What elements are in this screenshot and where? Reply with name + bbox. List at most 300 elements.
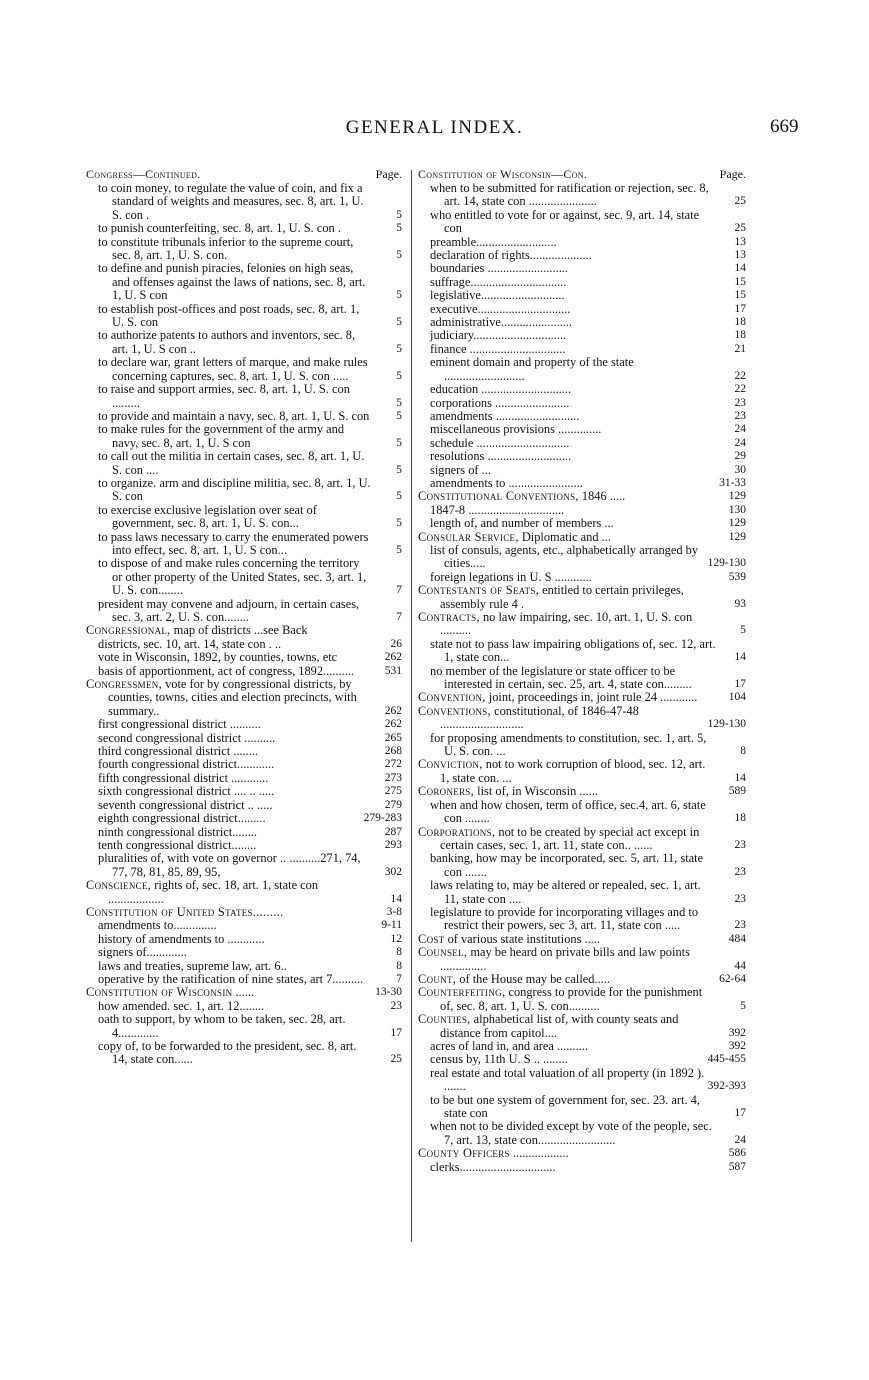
- entry-text: [430, 289, 716, 302]
- entry-page-ref: 5: [396, 289, 402, 302]
- entry-page-ref: 5: [396, 396, 402, 409]
- entry-text: [98, 383, 372, 410]
- entry-text: [98, 718, 372, 731]
- page-number: 669: [770, 116, 799, 137]
- entry-description: to punish counterfeiting, sec. 8, art. 1, U. S. con .: [98, 221, 341, 236]
- entry-heading: Counterfeiting,: [418, 985, 506, 1000]
- index-entry: [418, 986, 746, 1013]
- entry-description: real estate and total valuation of all property (in 1892 ). .......: [430, 1065, 705, 1094]
- index-entry: [430, 236, 746, 249]
- index-entry: [98, 651, 402, 664]
- entry-description: rights of, sec. 18, art. 1, state con ..................: [108, 878, 319, 906]
- index-entry: [86, 678, 402, 718]
- entry-description: legislative...........................: [430, 288, 565, 303]
- entry-description: census by, 11th U. S .. ........: [430, 1052, 568, 1067]
- entry-description: no member of the legislature or state officer to be interested in certain, sec. 25, art. 4, state con.........: [430, 663, 692, 692]
- entry-description: entitled to certain privileges, assembly rule 4 .: [440, 583, 684, 611]
- index-entry: [86, 906, 402, 919]
- entry-description: Diplomatic and ...: [518, 529, 611, 544]
- entry-page-ref: 587: [728, 1160, 746, 1173]
- entry-text: [430, 665, 716, 692]
- entry-description: resolutions ...........................: [430, 449, 572, 464]
- index-entry: [418, 691, 746, 704]
- entry-page-ref: 268: [384, 745, 402, 758]
- index-entry: [430, 262, 746, 275]
- entry-description: 1847-8 ...............................: [430, 502, 565, 517]
- entry-heading: Coroners,: [418, 784, 475, 799]
- entry-text: [98, 531, 372, 558]
- entry-description: to pass laws necessary to carry the enumerated powers into effect, sec. 8, art. 1, U. S con...: [98, 529, 369, 557]
- entry-page-ref: 5: [396, 369, 402, 382]
- index-entry: [98, 383, 402, 410]
- entry-page-ref: 23: [734, 838, 746, 851]
- index-entry: [86, 986, 402, 999]
- entry-page-ref: 5: [396, 543, 402, 556]
- index-entry: [418, 973, 746, 986]
- index-entry: [86, 624, 402, 637]
- index-entry: [418, 1147, 746, 1160]
- index-entry: [98, 356, 402, 383]
- entry-page-ref: 5: [396, 249, 402, 262]
- entry-description: legislature to provide for incorporating villages and to restrict their powers, sec 3, art. 11, state con .....: [430, 904, 699, 933]
- entry-text: [98, 1013, 372, 1040]
- index-entry: [430, 1094, 746, 1121]
- entry-text: [86, 879, 372, 906]
- entry-text: [98, 852, 372, 879]
- index-entry: [418, 826, 746, 853]
- entry-description: eminent domain and property of the state ..........................: [430, 355, 634, 383]
- entry-text: [98, 839, 372, 852]
- index-entry: [430, 423, 746, 436]
- entry-text: [98, 638, 372, 651]
- entry-page-ref: 17: [734, 678, 746, 691]
- entry-text: [430, 571, 716, 584]
- column-divider: [411, 170, 412, 1242]
- index-entry: [98, 839, 402, 852]
- entry-text: [430, 1161, 716, 1174]
- index-entry: [430, 276, 746, 289]
- index-entry: [430, 879, 746, 906]
- entry-text: [98, 785, 372, 798]
- entry-page-ref: 29: [734, 450, 746, 463]
- entries-left: [86, 182, 402, 1067]
- heading-continued: Constitution of Wisconsin—Con.: [418, 167, 588, 181]
- index-entry: [98, 1040, 402, 1067]
- entry-page-ref: 23: [734, 892, 746, 905]
- entry-text: [98, 1000, 372, 1013]
- index-entry: [430, 477, 746, 490]
- entry-text: [430, 1053, 716, 1066]
- entry-text: [418, 933, 716, 946]
- entry-text: [98, 799, 372, 812]
- entry-text: [430, 423, 716, 436]
- entry-page-ref: 5: [396, 436, 402, 449]
- entry-description: to authorize patents to authors and inventors, sec. 8, art. 1, U. S con ..: [98, 328, 356, 356]
- entry-page-ref: 13: [734, 249, 746, 262]
- index-entry: [430, 852, 746, 879]
- entry-page-ref: 484: [728, 932, 746, 945]
- entry-heading: Count,: [418, 971, 457, 986]
- entry-text: [98, 504, 372, 531]
- entry-page-ref: 129: [728, 517, 746, 530]
- entry-heading: Constitution of Wisconsin: [86, 985, 233, 1000]
- entry-page-ref: 589: [728, 785, 746, 798]
- entry-text: [430, 638, 716, 665]
- entry-page-ref: 531: [384, 664, 402, 677]
- entry-description: corporations ........................: [430, 395, 570, 410]
- index-entry: [430, 410, 746, 423]
- entry-text: [430, 1094, 716, 1121]
- entry-text: [418, 1147, 716, 1160]
- entry-description: boundaries ..........................: [430, 261, 569, 276]
- entry-page-ref: 13-30: [375, 986, 402, 999]
- entry-description: amendments to ........................: [430, 475, 583, 490]
- index-entry: [418, 705, 746, 732]
- entry-text: [430, 437, 716, 450]
- entry-text: [430, 544, 716, 571]
- entry-description: amendments to..............: [98, 918, 217, 933]
- entry-description: to exercise exclusive legislation over seat of government, sec. 8, art. 1, U. S. con...: [98, 502, 317, 531]
- entry-text: [430, 383, 716, 396]
- entry-text: [98, 182, 372, 222]
- index-entry: [98, 785, 402, 798]
- entry-description: 1846 .....: [578, 489, 626, 504]
- entry-text: [418, 691, 716, 704]
- entry-page-ref: 293: [384, 838, 402, 851]
- entry-description: eighth congressional district.........: [98, 811, 266, 826]
- entry-page-ref: 25: [734, 222, 746, 235]
- entry-page-ref: 18: [734, 329, 746, 342]
- entry-text: [98, 557, 372, 597]
- entry-page-ref: 5: [740, 999, 746, 1012]
- index-entry: [430, 1040, 746, 1053]
- entry-page-ref: 273: [384, 771, 402, 784]
- entry-text: [430, 182, 716, 209]
- entry-page-ref: 129-130: [707, 557, 746, 570]
- entry-text: [430, 356, 716, 383]
- entry-description: first congressional district ..........: [98, 717, 261, 732]
- index-entry: [430, 517, 746, 530]
- entry-description: oath to support, by whom to be taken, sec. 28, art. 4.............: [98, 1012, 346, 1040]
- entry-text: [430, 799, 716, 826]
- entry-page-ref: 17: [734, 1107, 746, 1120]
- entry-description: list of consuls, agents, etc., alphabetically arranged by cities.....: [430, 542, 699, 571]
- entry-text: [418, 611, 716, 638]
- entry-page-ref: 23: [734, 409, 746, 422]
- entry-text: [430, 477, 716, 490]
- entry-description: to raise and support armies, sec. 8, art. 1, U. S. con .........: [98, 382, 350, 410]
- entry-page-ref: 14: [734, 771, 746, 784]
- index-entry: [430, 799, 746, 826]
- entry-heading: Cost: [418, 931, 445, 946]
- index-entry: [430, 1161, 746, 1174]
- entry-description: amendments ...........................: [430, 408, 580, 423]
- entry-page-ref: 539: [728, 570, 746, 583]
- entry-heading: Contestants of Seats,: [418, 583, 540, 598]
- entry-page-ref: 15: [734, 289, 746, 302]
- entry-text: [418, 531, 716, 544]
- index-entry: [98, 933, 402, 946]
- entry-description: schedule ..............................: [430, 435, 570, 450]
- entry-description: tenth congressional district........: [98, 837, 257, 852]
- index-entry: [430, 732, 746, 759]
- entry-description: fifth congressional district ............: [98, 770, 269, 785]
- entry-text: [430, 1120, 716, 1147]
- entry-page-ref: 14: [390, 892, 402, 905]
- entry-text: [418, 973, 716, 986]
- entry-page-ref: 23: [734, 919, 746, 932]
- entry-text: [418, 1013, 716, 1040]
- entry-page-ref: 30: [734, 463, 746, 476]
- entry-description: to make rules for the government of the army and navy, sec. 8, art. 1, U. S con: [98, 422, 345, 450]
- index-entry: [418, 758, 746, 785]
- entry-heading: Conventions,: [418, 703, 491, 718]
- entry-page-ref: 279-283: [363, 812, 402, 825]
- index-entry: [430, 1067, 746, 1094]
- entry-page-ref: 18: [734, 812, 746, 825]
- entry-text: [98, 973, 372, 986]
- entry-description: president may convene and adjourn, in certain cases, sec. 3, art. 2, U. S. con........: [98, 596, 360, 624]
- entry-page-ref: 13: [734, 235, 746, 248]
- entry-page-ref: 392: [728, 1026, 746, 1039]
- entry-text: [98, 598, 372, 625]
- entry-description: not to work corruption of blood, sec. 12, art. 1, state con. ...: [440, 757, 706, 785]
- entry-description: suffrage...............................: [430, 274, 567, 289]
- entry-description: operative by the ratification of nine states, art 7..........: [98, 971, 364, 986]
- entry-text: [430, 517, 716, 530]
- index-entry: [430, 638, 746, 665]
- entry-page-ref: 279: [384, 798, 402, 811]
- entry-description: fourth congressional district............: [98, 757, 275, 772]
- entry-heading: Constitutional Conventions,: [418, 489, 579, 504]
- entry-description: preamble..........................: [430, 234, 557, 249]
- index-entry: [86, 879, 402, 906]
- entry-text: [98, 933, 372, 946]
- entry-page-ref: 445-455: [707, 1053, 746, 1066]
- entry-description: to provide and maintain a navy, sec. 8, art. 1, U. S. con: [98, 408, 370, 423]
- entry-description: of the House may be called.....: [456, 971, 610, 986]
- entry-page-ref: 21: [734, 342, 746, 355]
- heading-continued: Congress—Continued.: [86, 167, 201, 181]
- index-entry: [418, 1013, 746, 1040]
- index-entry: [98, 852, 402, 879]
- entry-heading: Consular Service,: [418, 529, 519, 544]
- entry-page-ref: 17: [390, 1026, 402, 1039]
- entry-description: foreign legations in U. S ............: [430, 569, 592, 584]
- index-entry: [98, 303, 402, 330]
- entry-description: second congressional district ..........: [98, 730, 276, 745]
- entry-text: [430, 879, 716, 906]
- entry-page-ref: 24: [734, 423, 746, 436]
- index-entry: [98, 531, 402, 558]
- entry-description: banking, how may be incorporated, sec. 5, art. 11, state con .......: [430, 851, 704, 879]
- entry-page-ref: 265: [384, 731, 402, 744]
- entry-description: constitutional, of 1846-47-48 ...........................: [440, 703, 639, 732]
- entry-description: judiciary..............................: [430, 328, 567, 343]
- index-entry: [430, 182, 746, 209]
- entry-page-ref: 22: [734, 383, 746, 396]
- entry-description: signers of.............: [98, 945, 187, 960]
- entry-page-ref: 93: [734, 597, 746, 610]
- entry-description: to declare war, grant letters of marque, and make rules concerning captures, sec. 8, art. 1, U. S. con .....: [98, 355, 368, 383]
- entry-text: [98, 758, 372, 771]
- entry-text: [430, 249, 716, 262]
- entry-description: ......: [232, 985, 255, 1000]
- entry-text: [98, 1040, 372, 1067]
- entry-description: vote in Wisconsin, 1892, by counties, towns, etc: [98, 650, 338, 665]
- entry-page-ref: 17: [734, 302, 746, 315]
- entry-text: [86, 986, 372, 999]
- index-entry: [98, 946, 402, 959]
- entry-page-ref: 8: [740, 745, 746, 758]
- index-entry: [430, 1120, 746, 1147]
- index-entry: [430, 356, 746, 383]
- index-entry: [430, 906, 746, 933]
- entry-text: [430, 262, 716, 275]
- entry-heading: County Officers: [418, 1146, 510, 1161]
- index-column-right: [418, 166, 746, 1174]
- entry-text: [98, 665, 372, 678]
- index-entry: [98, 960, 402, 973]
- index-entry: [430, 316, 746, 329]
- entry-heading: Congressmen,: [86, 677, 162, 692]
- entry-description: how amended. sec. 1, art. 12........: [98, 998, 265, 1013]
- entry-description: vote for by congressional districts, by counties, towns, cities and election precincts, with summary..: [108, 677, 357, 718]
- entry-page-ref: 392: [728, 1040, 746, 1052]
- entries-right: [418, 182, 746, 1174]
- entry-page-ref: 25: [390, 1053, 402, 1066]
- index-entry: [98, 504, 402, 531]
- entry-description: congress to provide for the punishment of, sec. 8, art. 1, U. S. con..........: [440, 985, 703, 1013]
- entry-description: finance ...............................: [430, 341, 566, 356]
- entry-page-ref: 275: [384, 785, 402, 798]
- entry-page-ref: 129-130: [707, 718, 746, 731]
- entry-page-ref: 62-64: [719, 972, 746, 985]
- index-entry: [430, 289, 746, 302]
- index-entry: [98, 732, 402, 745]
- entry-description: list of, in Wisconsin ......: [474, 784, 598, 799]
- index-entry: [430, 437, 746, 450]
- index-column-left: [86, 166, 402, 1067]
- entry-text: [430, 732, 716, 759]
- entry-description: sixth congressional district .... .. .....: [98, 784, 275, 799]
- entry-page-ref: 23: [390, 999, 402, 1012]
- index-entry: [98, 598, 402, 625]
- entry-text: [98, 919, 372, 932]
- entry-text: [98, 946, 372, 959]
- entry-page-ref: 262: [384, 718, 402, 731]
- entry-page-ref: 12: [390, 932, 402, 945]
- entry-text: [418, 986, 716, 1013]
- entry-text: [418, 490, 716, 503]
- index-entry: [418, 490, 746, 503]
- index-entry: [418, 584, 746, 611]
- entry-description: to constitute tribunals inferior to the supreme court, sec. 8, art. 1, U. S. con.: [98, 234, 354, 263]
- entry-description: map of districts ...see Back: [170, 623, 308, 638]
- entry-description: acres of land in, and area ..........: [430, 1039, 588, 1053]
- entry-text: [98, 960, 372, 973]
- index-entry: [98, 557, 402, 597]
- entry-page-ref: 262: [384, 704, 402, 717]
- index-entry: [430, 464, 746, 477]
- entry-page-ref: 9-11: [381, 919, 402, 932]
- index-entry: [98, 182, 402, 222]
- entry-page-ref: 392-393: [707, 1080, 746, 1093]
- index-entry: [98, 812, 402, 825]
- index-entry: [98, 973, 402, 986]
- entry-page-ref: 104: [728, 691, 746, 704]
- entry-description: to organize. arm and discipline militia, sec. 8, art. 1, U. S. con: [98, 475, 371, 504]
- index-entry: [430, 665, 746, 692]
- entry-description: copy of, to be forwarded to the president, sec. 8, art. 14, state con......: [98, 1039, 357, 1067]
- index-entry: [98, 826, 402, 839]
- entry-heading: Counsel,: [418, 945, 468, 960]
- index-entry: [98, 718, 402, 731]
- index-entry: [98, 758, 402, 771]
- entry-page-ref: 5: [396, 490, 402, 503]
- index-entry: [98, 329, 402, 356]
- entry-page-ref: 5: [396, 316, 402, 329]
- entry-text: [98, 651, 372, 664]
- entry-description: ..................: [509, 1146, 569, 1161]
- entry-description: may be heard on private bills and law points ...............: [440, 945, 690, 973]
- entry-text: [418, 584, 716, 611]
- entry-description: of various state institutions .....: [444, 931, 601, 946]
- entry-description: laws and treaties, supreme law, art. 6..: [98, 958, 287, 973]
- entry-heading: Convention,: [418, 690, 486, 705]
- entry-text: [98, 812, 372, 825]
- entry-description: administrative.......................: [430, 315, 573, 330]
- entry-description: districts, sec. 10, art. 14, state con . ..: [98, 636, 282, 651]
- index-entry: [430, 329, 746, 342]
- index-entry: [98, 772, 402, 785]
- index-entry: [430, 249, 746, 262]
- index-entry: [418, 785, 746, 798]
- entry-heading: Conscience,: [86, 878, 152, 893]
- entry-text: [418, 946, 716, 973]
- entry-description: signers of ...: [430, 462, 491, 477]
- entry-text: [430, 209, 716, 236]
- entry-description: not to be created by special act except in certain cases, sec. 1, art. 11, state con.. ......: [440, 824, 700, 852]
- entry-page-ref: 287: [384, 825, 402, 838]
- entry-description: history of amendments to ............: [98, 931, 265, 946]
- entry-page-ref: 129: [728, 530, 746, 543]
- index-entry: [430, 343, 746, 356]
- entry-page-ref: 25: [734, 195, 746, 208]
- index-entry: [430, 303, 746, 316]
- entry-description: declaration of rights....................: [430, 248, 592, 263]
- entry-description: alphabetical list of, with county seats and distance from capitol....: [440, 1012, 679, 1040]
- entry-description: to coin money, to regulate the value of coin, and fix a standard of weights and measures, sec. 8, art. 1, U. S. con .: [98, 181, 364, 222]
- entry-text: [98, 262, 372, 302]
- index-entry: [430, 209, 746, 236]
- entry-description: ninth congressional district........: [98, 824, 257, 839]
- index-entry: [418, 611, 746, 638]
- entry-page-ref: 5: [396, 222, 402, 235]
- entry-page-ref: 23: [734, 396, 746, 409]
- index-entry: [418, 933, 746, 946]
- entry-page-ref: 586: [728, 1147, 746, 1160]
- index-entry: [98, 410, 402, 423]
- column-heading: [86, 166, 402, 182]
- entry-text: [430, 276, 716, 289]
- index-entry: [98, 665, 402, 678]
- entry-heading: Contracts,: [418, 610, 480, 624]
- entry-page-ref: 129: [728, 490, 746, 503]
- entry-page-ref: 5: [396, 409, 402, 422]
- index-entry: [98, 450, 402, 477]
- entry-text: [86, 906, 372, 919]
